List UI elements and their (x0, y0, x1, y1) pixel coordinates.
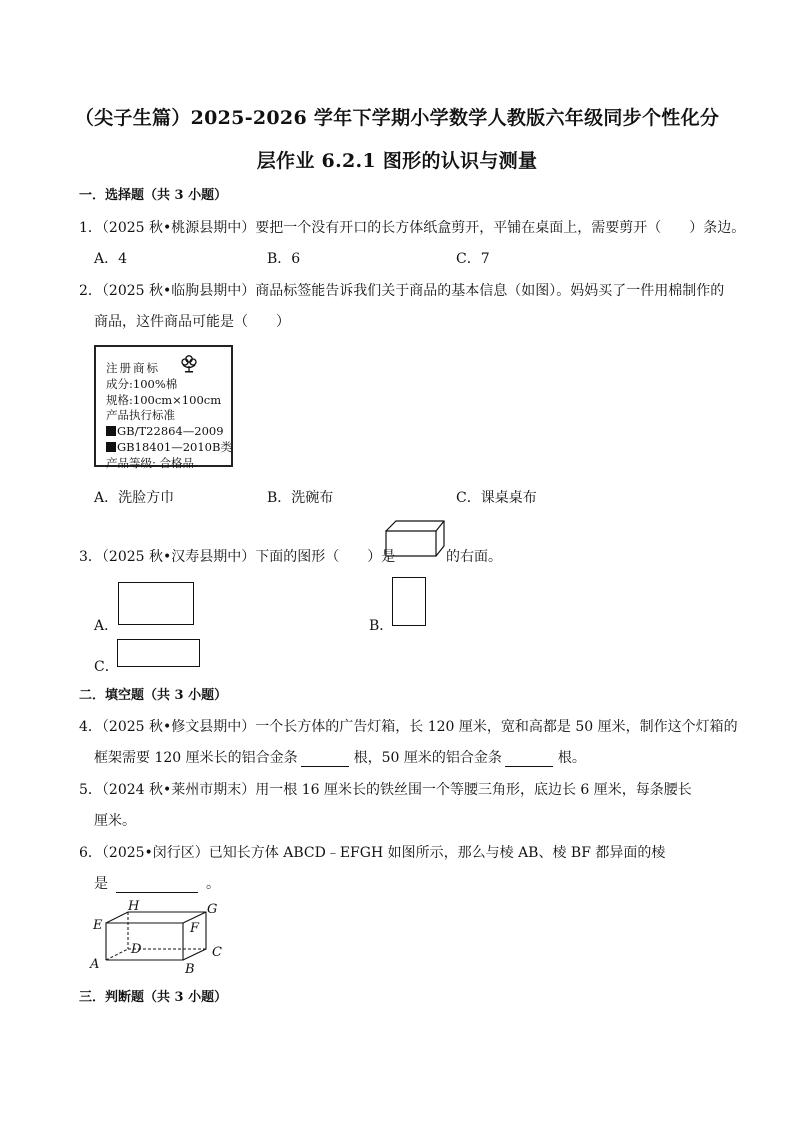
question-3-option-c: C． (94, 659, 119, 675)
question-6-text-line2 (94, 873, 220, 893)
product-label-image (94, 345, 233, 470)
label-line-size: 规格:100cm×100cm (106, 392, 222, 407)
cuboid-figure (384, 519, 446, 559)
option-b-rectangle (392, 577, 426, 626)
question-3-text-end: 的右面。 (446, 549, 502, 565)
label-line-trademark: 注册商标 (106, 361, 160, 375)
vertex-label-f: F (190, 921, 200, 936)
vertex-label-a: A (90, 957, 100, 972)
question-1-text: 1．（2025 秋•桃源县期中）要把一个没有开口的长方体纸盒剪开，平铺在桌面上，需要剪开（ ）条边。 (79, 220, 746, 236)
section-heading-fill: 二．填空题（共 3 小题） (79, 688, 228, 703)
question-1-option-a: A．4 (94, 251, 128, 267)
vertex-label-e: E (93, 918, 103, 933)
question-1-option-b: B．6 (267, 251, 301, 267)
answer-blank-1[interactable] (301, 752, 349, 767)
answer-blank-2[interactable] (505, 752, 553, 767)
section-heading-choice: 一．选择题（共 3 小题） (79, 188, 228, 203)
label-line-standard: 产品执行标准 (106, 408, 175, 423)
question-3-option-a: A． (94, 618, 119, 634)
question-6-text-part-b: 。 (206, 876, 220, 892)
vertex-label-d: D (131, 942, 142, 957)
question-4-text-part-b: 根，50 厘米的铝合金条 (353, 750, 502, 766)
black-square-icon (106, 442, 116, 452)
section-heading-judge: 三．判断题（共 3 小题） (79, 990, 228, 1005)
cotton-flower-icon (178, 353, 200, 378)
label-line-gb2: GB18401—2010B类 (117, 439, 232, 454)
answer-blank-3[interactable] (116, 878, 198, 893)
black-square-icon (106, 426, 116, 436)
label-line-composition: 成分:100%棉 (106, 376, 178, 391)
question-1-option-c: C．7 (456, 251, 490, 267)
question-6-text-part-a: 是 (94, 876, 108, 892)
question-2-text-line1: 2．（2025 秋•临朐县期中）商品标签能告诉我们关于商品的基本信息（如图）。妈妈买了一件用棉制作的 (79, 283, 725, 299)
vertex-label-g: G (207, 902, 218, 917)
question-2-option-b: B．洗碗布 (267, 490, 334, 506)
question-5-text-line1: 5．（2024 秋•莱州市期末）用一根 16 厘米长的铁丝围一个等腰三角形，底边长 6 厘米，每条腰长 (79, 782, 692, 798)
label-line-gb1: GB/T22864—2009 (117, 424, 224, 439)
question-4-text-line1: 4．（2025 秋•修文县期中）一个长方体的广告灯箱，长 120 厘米，宽和高都是 50 厘米，制作这个灯箱的 (79, 719, 738, 735)
label-line-grade: 产品等级: 合格品 (106, 455, 195, 470)
question-6-text-line1: 6．（2025•闵行区）已知长方体 ABCD﹣EFGH 如图所示，那么与棱 AB、棱 BF 都异面的棱 (79, 845, 666, 861)
question-3-text: 3．（2025 秋•汉寿县期中）下面的图形（ ）是 (79, 549, 396, 565)
option-a-rectangle (118, 582, 194, 625)
question-5-text-line2: 厘米。 (94, 813, 136, 829)
vertex-label-b: B (185, 962, 195, 977)
question-2-option-c: C．课桌桌布 (456, 490, 537, 506)
cuboid-abcd-efgh-figure (88, 896, 228, 978)
page-title-line2: 层作业 6.2.1 图形的认识与测量 (256, 150, 538, 172)
vertex-label-h: H (128, 899, 140, 914)
question-4-text-part-c: 根。 (557, 750, 586, 766)
vertex-label-c: C (212, 945, 222, 960)
page-title-line1: （尖子生篇）2025-2026 学年下学期小学数学人教版六年级同步个性化分 (74, 107, 720, 129)
option-c-rectangle (117, 639, 200, 667)
question-3-option-b: B． (369, 618, 394, 634)
question-4-text-part-a: 框架需要 120 厘米长的铝合金条 (94, 750, 298, 766)
question-4-text-line2 (94, 747, 586, 767)
question-2-option-a: A．洗脸方巾 (94, 490, 175, 506)
question-2-text-line2: 商品，这件商品可能是（ ） (94, 314, 290, 330)
